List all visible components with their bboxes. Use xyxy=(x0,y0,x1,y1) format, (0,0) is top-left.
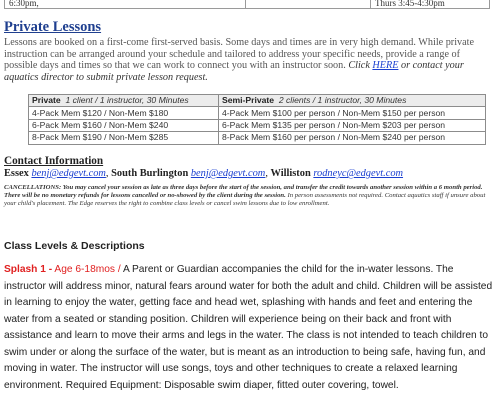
semi-private-price-cell: 8-Pack Mem $160 per person / Non-Mem $240 per person xyxy=(218,132,485,144)
splash-1-description xyxy=(4,262,493,394)
private-lessons-intro xyxy=(4,37,492,83)
south-burlington-label: South Burlington xyxy=(111,168,189,179)
private-price-cell: 4-Pack Mem $120 / Non-Mem $180 xyxy=(29,107,219,119)
private-price-cell: 8-Pack Mem $190 / Non-Mem $285 xyxy=(29,132,219,144)
williston-email-link[interactable]: rodneyc@edgevt.com xyxy=(313,168,404,179)
private-header: Private xyxy=(32,95,61,106)
class-levels-heading: Class Levels & Descriptions xyxy=(4,240,145,252)
semi-private-price-cell: 6-Pack Mem $135 per person / Non-Mem $203 per person xyxy=(218,119,485,131)
schedule-text-left: 6:30pm, xyxy=(9,0,39,8)
cta-suffix: or contact your aquatics director to submit private lesson request. xyxy=(4,60,464,83)
schedule-text-right: Thurs 3:45-4:30pm xyxy=(375,0,445,8)
essex-label: Essex xyxy=(4,168,29,179)
cancellation-policy xyxy=(4,184,492,208)
cta-prefix: Click xyxy=(348,60,373,72)
semi-private-header: Semi-Private xyxy=(221,95,275,106)
splash-1-text: A Parent or Guardian accompanies the child for the in-water lessons. The instructor will address minor, natural fears around water for both the adult and child. Children will be assisted in learning to enjoy the water, getting face and head wet, splashing with hands and feet and entering the water from a seated or standing position. Children will experience being on their back and front with assistance and learn to move their arms and legs in the water. The class is not intended to teach children to swim under or along the surface of the water, but is meant as an introduction to being safe, having fun, and moving in water. The instructor will use songs, toys and other techniques to create a relaxed learning environment. Required Equipment: Disposable swim diaper, fitted outer covering, towel. xyxy=(4,264,493,391)
contact-heading: Contact Information xyxy=(4,155,104,167)
semi-private-price-cell: 4-Pack Mem $100 per person / Non-Mem $150 per person xyxy=(218,107,485,119)
private-header-cell xyxy=(29,95,219,107)
table-row xyxy=(29,132,486,144)
pricing-table xyxy=(28,94,486,145)
splash-1-age: Age 6-18mos / xyxy=(54,264,121,275)
williston-label: Williston xyxy=(270,168,311,179)
private-price-cell: 6-Pack Mem $160 / Non-Mem $240 xyxy=(29,119,219,131)
schedule-cell-middle xyxy=(245,0,371,8)
pricing-header-row xyxy=(29,95,486,107)
table-row xyxy=(29,119,486,131)
essex-email-link[interactable]: benj@edgevt.com xyxy=(31,168,106,179)
private-lessons-heading: Private Lessons xyxy=(4,19,102,35)
south-burlington-email-link[interactable]: benj@edgevt.com xyxy=(190,168,266,179)
assessment-text: In person assessments not required. Contact aquatics staff if unsure about your child's placement. The Edge reserves the right to combine class levels or cancel swim lessons due to low enrollment. xyxy=(4,191,486,207)
cancellation-text: CANCELLATIONS: You may cancel your session as late as three days before the start of the session, and transfer the credit towards another session within a 6 month period. There will be no monetary refunds for lessons cancelled or no-showed by the client during the session. xyxy=(4,184,483,199)
semi-private-subheader: 2 clients / 1 instructor, 30 Minutes xyxy=(278,95,407,106)
private-subheader: 1 client / 1 instructor, 30 Minutes xyxy=(65,95,189,106)
request-here-link[interactable]: HERE xyxy=(372,60,399,72)
intro-text: Lessons are booked on a first-come first-served basis. Some days and times are in very high demand. While private instruction can be arranged around your schedule and tailored to address your specific needs, provide a range of possible days and times so that we can work to connect you with an instructor soon. xyxy=(4,37,475,72)
splash-1-level: Splash 1 - xyxy=(4,264,53,275)
semi-private-header-cell xyxy=(218,95,485,107)
schedule-cell-left xyxy=(5,0,246,8)
schedule-table-fragment xyxy=(4,0,490,9)
contact-line: Essex benj@edgevt.com, South Burlington benj@edgevt.com, Williston rodneyc@edgevt.com xyxy=(4,168,404,179)
table-row xyxy=(29,107,486,119)
